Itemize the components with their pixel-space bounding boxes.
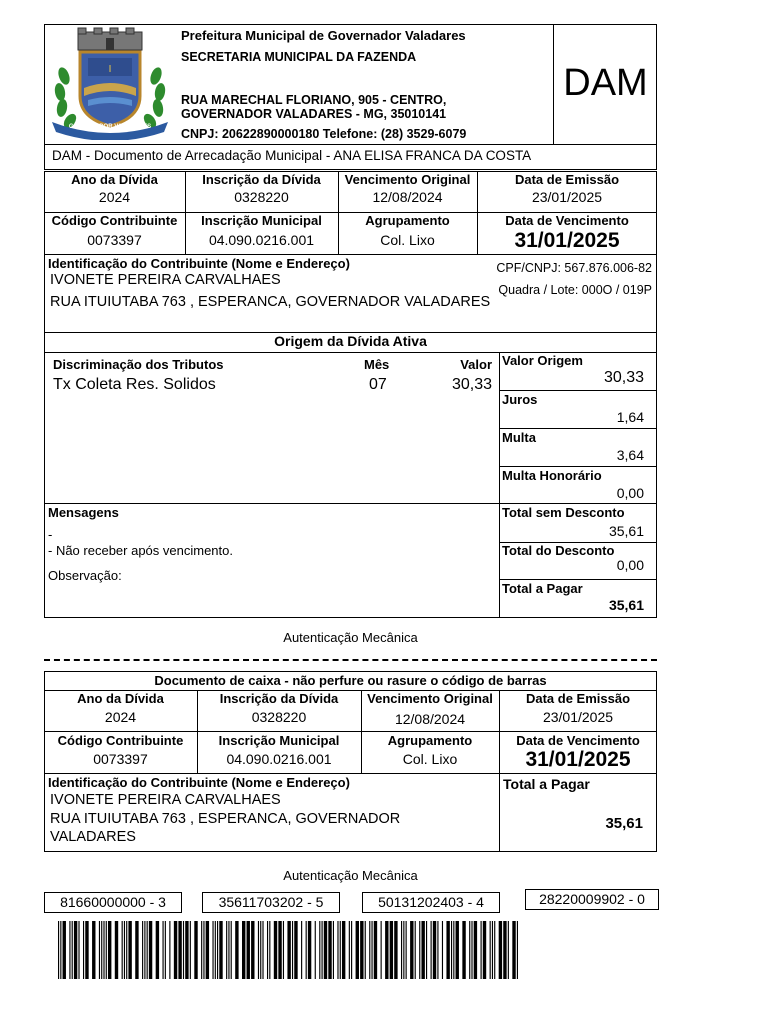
multa-honorario-value: 0,00 [616,485,644,501]
contribuinte-nome: IVONETE PEREIRA CARVALHAES [50,272,281,288]
multa-label: Multa [502,430,536,445]
multa-honorario-label: Multa Honorário [502,468,602,483]
contribuinte-endereco-2b: VALADARES [50,829,136,845]
vencimento-label-2: Data de Vencimento [516,733,640,748]
tributo-mes: 07 [369,376,387,393]
emissao-value-2: 23/01/2025 [542,709,614,725]
autenticacao-mecanica-2: Autenticação Mecânica [283,868,418,883]
tributo-desc: Tx Coleta Res. Solidos [53,376,216,393]
vencimento-value-2: 31/01/2025 [525,748,631,771]
juros-label: Juros [502,392,538,407]
barcode [58,921,518,979]
contribuinte-endereco: RUA ITUIUTABA 763 , ESPERANCA, GOVERNADOR VALADARES [50,294,491,310]
autenticacao-mecanica-1: Autenticação Mecânica [283,630,418,645]
inscricao-divida-value: 0328220 [234,189,289,205]
cut-line [44,659,657,661]
barcode-group-2: 35611703202 - 5 [202,892,340,913]
origem-title: Origem da Dívida Ativa [274,333,427,349]
coat-of-arms-logo [48,26,172,140]
header-municipality: Prefeitura Municipal de Governador Valadares [181,28,466,43]
svg-text:I: I [108,64,112,75]
vencimento-value: 31/01/2025 [514,229,620,252]
total-desconto-label: Total do Desconto [502,543,615,558]
barcode-group-1: 81660000000 - 3 [44,892,182,913]
agrupamento-value-2: Col. Lixo [402,751,458,767]
total-pagar-label-2: Total a Pagar [503,776,590,792]
total-sem-desconto-label: Total sem Desconto [502,505,625,520]
observacao: Observação: [48,568,122,583]
dam-title: DAM [563,62,648,104]
agrupamento-value: Col. Lixo [380,232,435,248]
insc-municipal-label: Inscrição Municipal [201,213,322,228]
venc-original-label: Vencimento Original [344,172,471,187]
insc-municipal-label-2: Inscrição Municipal [218,733,340,748]
col-discriminacao: Discriminação dos Tributos [53,357,224,372]
inscricao-divida-label-2: Inscrição da Dívida [219,691,339,706]
header-secretaria: SECRETARIA MUNICIPAL DA FAZENDA [181,50,417,64]
mensagem-1: - [48,527,53,542]
doc-title: DAM - Documento de Arrecadação Municipal - ANA ELISA FRANCA DA COSTA [52,148,532,163]
total-pagar-label: Total a Pagar [502,581,583,596]
contribuinte-endereco-2a: RUA ITUIUTABA 763 , ESPERANCA, GOVERNADOR [50,811,401,827]
contribuinte-quadra: Quadra / Lote: 000O / 019P [498,283,652,297]
header-address-2: GOVERNADOR VALADARES - MG, 35010141 [181,107,447,121]
valor-origem-label: Valor Origem [502,353,583,368]
barcode-group-4: 28220009902 - 0 [525,889,659,910]
total-sem-desconto-value: 35,61 [608,523,644,539]
agrupamento-label: Agrupamento [365,213,450,228]
contribuinte-cpf: CPF/CNPJ: 567.876.006-82 [496,261,652,275]
inscricao-divida-value-2: 0328220 [251,709,307,725]
contribuinte-label: Identificação do Contribuinte (Nome e Endereço) [48,256,350,271]
inscricao-divida-label: Inscrição da Dívida [202,172,321,187]
col-valor: Valor [460,357,492,372]
emissao-label: Data de Emissão [514,172,620,187]
emissao-value: 23/01/2025 [531,189,603,205]
valor-origem-value: 30,33 [603,369,644,386]
ano-value: 2024 [98,189,131,205]
agrupamento-label-2: Agrupamento [387,733,473,748]
mensagens-label: Mensagens [48,505,119,520]
contribuinte-nome-2: IVONETE PEREIRA CARVALHAES [50,792,281,808]
ano-label-2: Ano da Dívida [77,691,164,706]
multa-value: 3,64 [616,447,644,463]
cod-contrib-label: Código Contribuinte [51,213,178,228]
caixa-title: Documento de caixa - não perfure ou rasure o código de barras [154,673,547,688]
ano-value-2: 2024 [104,709,137,725]
juros-value: 1,64 [616,409,644,425]
cod-contrib-value-2: 0073397 [93,751,148,767]
total-desconto-value: 0,00 [616,557,644,573]
tributo-valor: 30,33 [451,376,492,393]
mensagem-2: - Não receber após vencimento. [48,543,233,558]
ano-label: Ano da Dívida [71,172,158,187]
emissao-label-2: Data de Emissão [525,691,631,706]
total-pagar-value-2: 35,61 [605,815,643,832]
insc-municipal-value-2: 04.090.0216.001 [226,751,332,767]
seal-ribbon-text: GOVERNADOR VALADARES [68,124,152,130]
contribuinte-label-2: Identificação do Contribuinte (Nome e Endereço) [48,775,350,790]
header-address-1: RUA MARECHAL FLORIANO, 905 - CENTRO, [181,93,447,107]
col-mes: Mês [364,357,390,372]
venc-original-value: 12/08/2024 [372,189,443,205]
header-cnpj: CNPJ: 20622890000180 Telefone: (28) 3529-6079 [181,127,467,141]
venc-original-label-2: Vencimento Original [367,691,493,706]
cod-contrib-label-2: Código Contribuinte [57,733,184,748]
cod-contrib-value: 0073397 [87,232,142,248]
insc-municipal-value: 04.090.0216.001 [208,232,315,248]
total-pagar-value: 35,61 [608,597,644,613]
vencimento-label: Data de Vencimento [505,213,629,228]
barcode-group-3: 50131202403 - 4 [362,892,500,913]
venc-original-value-2: 12/08/2024 [394,711,466,727]
